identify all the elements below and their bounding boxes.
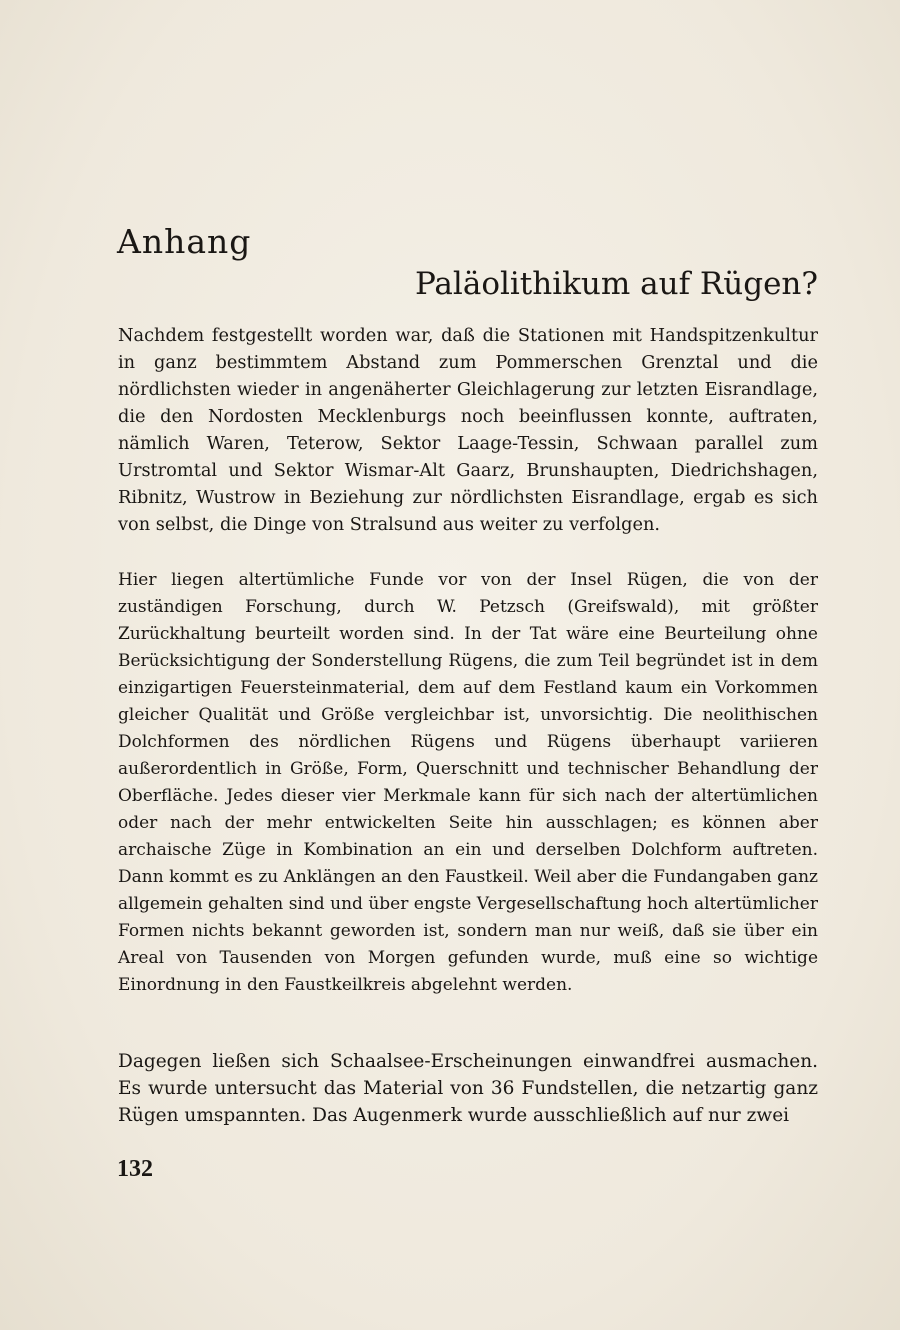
section-title: Paläolithikum auf Rügen? (414, 266, 818, 302)
page-number: 132 (117, 1156, 153, 1182)
paragraph-3: Dagegen ließen sich Schaalsee-Erscheinungen einwandfrei ausmachen. Es wurde untersucht das Material von 36 Fundstellen, die netzartig ganz Rügen umspannten. Das Augenmerk wurde ausschließlich auf nur zwei (118, 1051, 818, 1126)
paragraph-1: Nachdem festgestellt worden war, daß die Stationen mit Handspitzenkultur in ganz bestimmtem Abstand zum Pommerschen Grenztal und die nördlichsten wieder in angenäherter Gleichlagerung zur letzten Eisrandlage, die den Nordosten Mecklenburgs noch beeinflussen konnte, auftraten, nämlich Waren, Teterow, Sektor Laage-Tessin, Schwaan parallel zum Urstromtal und Sektor Wismar-Alt Gaarz, Brunshaupten, Diedrichshagen, Ribnitz, Wustrow in Beziehung zur nördlichsten Eisrandlage, ergab es sich von selbst, die Dinge von Stralsund aus weiter zu verfolgen. (118, 326, 818, 535)
paragraph-2: Hier liegen altertümliche Funde vor von der Insel Rügen, die von der zuständigen Forschung, durch W. Petzsch (Greifswald), mit größter Zurückhaltung beurteilt worden sind. In der Tat wäre eine Beurteilung ohne Berücksichtigung der Sonderstellung Rügens, die zum Teil begründet ist in dem einzigartigen Feuersteinmaterial, dem auf dem Festland kaum ein Vorkommen gleicher Qualität und Größe vergleichbar ist, unvorsichtig. Die neolithischen Dolchformen des nördlichen Rügens und Rügens überhaupt variieren außerordentlich in Größe, Form, Querschnitt und technischer Behandlung der Oberfläche. Jedes dieser vier Merkmale kann für sich nach der altertümlichen oder nach der mehr entwickelten Seite hin ausschlagen; es können aber archaische Züge in Kombination an ein und derselben Dolchform auftreten. Dann kommt es zu Anklängen an den Faustkeil. Weil aber die Fundangaben ganz allgemein gehalten sind und über engste Vergesellschaftung hoch altertümlicher Formen nichts bekannt geworden ist, sondern man nur weiß, daß sie über ein Areal von Tausenden von Morgen gefunden wurde, muß eine so wichtige Einordnung in den Faustkeilkreis abgelehnt werden. (118, 570, 818, 995)
chapter-heading: Anhang (117, 222, 252, 261)
